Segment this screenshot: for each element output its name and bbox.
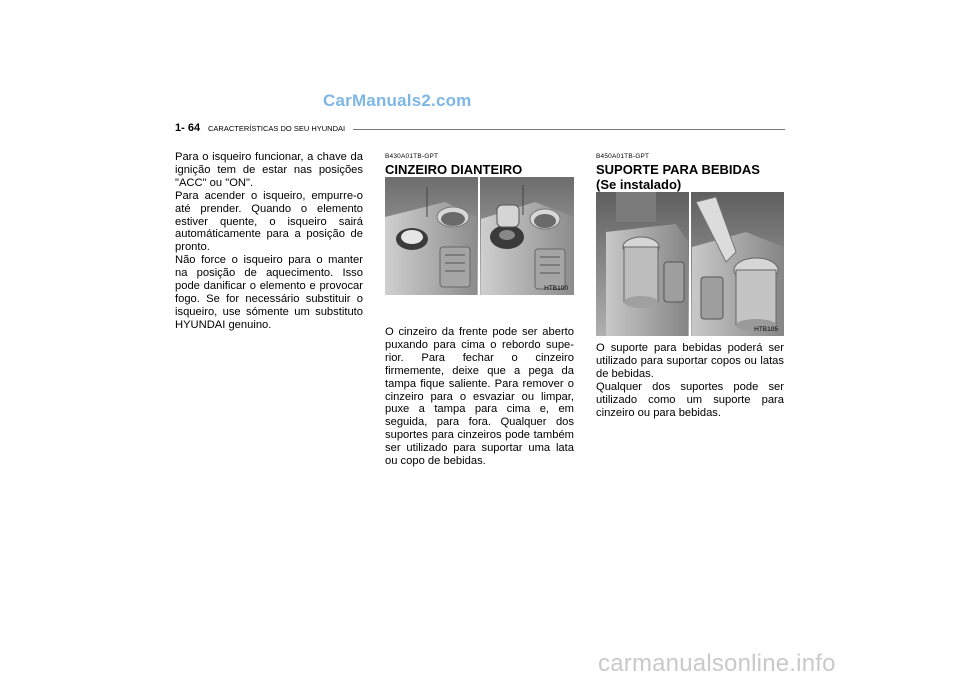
- section-code: B450A01TB-GPT: [596, 153, 650, 160]
- cupholder-illustration: [596, 192, 784, 336]
- paragraph: O suporte para bebidas poderá ser utilizado para suportar copos ou latas de bebidas.: [596, 342, 784, 380]
- column-3-text: [596, 342, 784, 419]
- section-code: B430A01TB-GPT: [385, 153, 439, 160]
- paragraph: Não force o isqueiro para o manter na posição de aquecimento. Isso pode danificar o elemento e provocar fogo. Se for necessário substituir o isqueiro, use sómente um substituto HYUNDAI genuino.: [175, 254, 363, 331]
- header-rule: [353, 129, 785, 130]
- watermark-top[interactable]: CarManuals2.com: [323, 91, 472, 110]
- paragraph: Para acender o isqueiro, empurre-o até prender. Quando o elemento estiver quente, o isqueiro sairá automáticamente para a posição de pronto.: [175, 189, 363, 254]
- section-title: CARACTERÍSTICAS DO SEU HYUNDAI: [208, 124, 346, 133]
- ashtray-photo: [385, 177, 574, 295]
- ashtray-illustration: [385, 177, 574, 295]
- paragraph: Qualquer dos suportes pode ser utilizado como um suporte para cinzeiro ou para bebidas.: [596, 380, 784, 419]
- heading-line: (Se instalado): [596, 177, 682, 192]
- page-number: 1- 64: [175, 122, 201, 134]
- column-2-text: [385, 326, 574, 468]
- cupholder-photo: [596, 192, 784, 336]
- section-heading: [596, 162, 760, 192]
- paragraph: O cinzeiro da frente pode ser aberto puxando para cima o rebordo supe-rior. Para fechar o cinzeiro firmemente, deixe que a pega da tampa fique saliente. Para remover o cinzeiro para o esvaziar ou limpar, puxe a tampa para cima e, em seguida, para fora. Qualquer dos suportes para cinzeiros pode também ser utilizado para suportar uma lata ou copo de bebidas.: [385, 326, 574, 468]
- watermark-bottom[interactable]: carmanualsonline.info: [598, 650, 836, 677]
- column-1-text: [175, 151, 363, 332]
- heading-line: SUPORTE PARA BEBIDAS: [596, 162, 760, 177]
- section-heading: CINZEIRO DIANTEIRO: [385, 162, 523, 177]
- paragraph: Para o isqueiro funcionar, a chave da ignição tem de estar nas posições "ACC" ou "ON".: [175, 151, 363, 189]
- image-code: HTB105: [754, 326, 778, 333]
- image-code: HTB100: [544, 285, 568, 292]
